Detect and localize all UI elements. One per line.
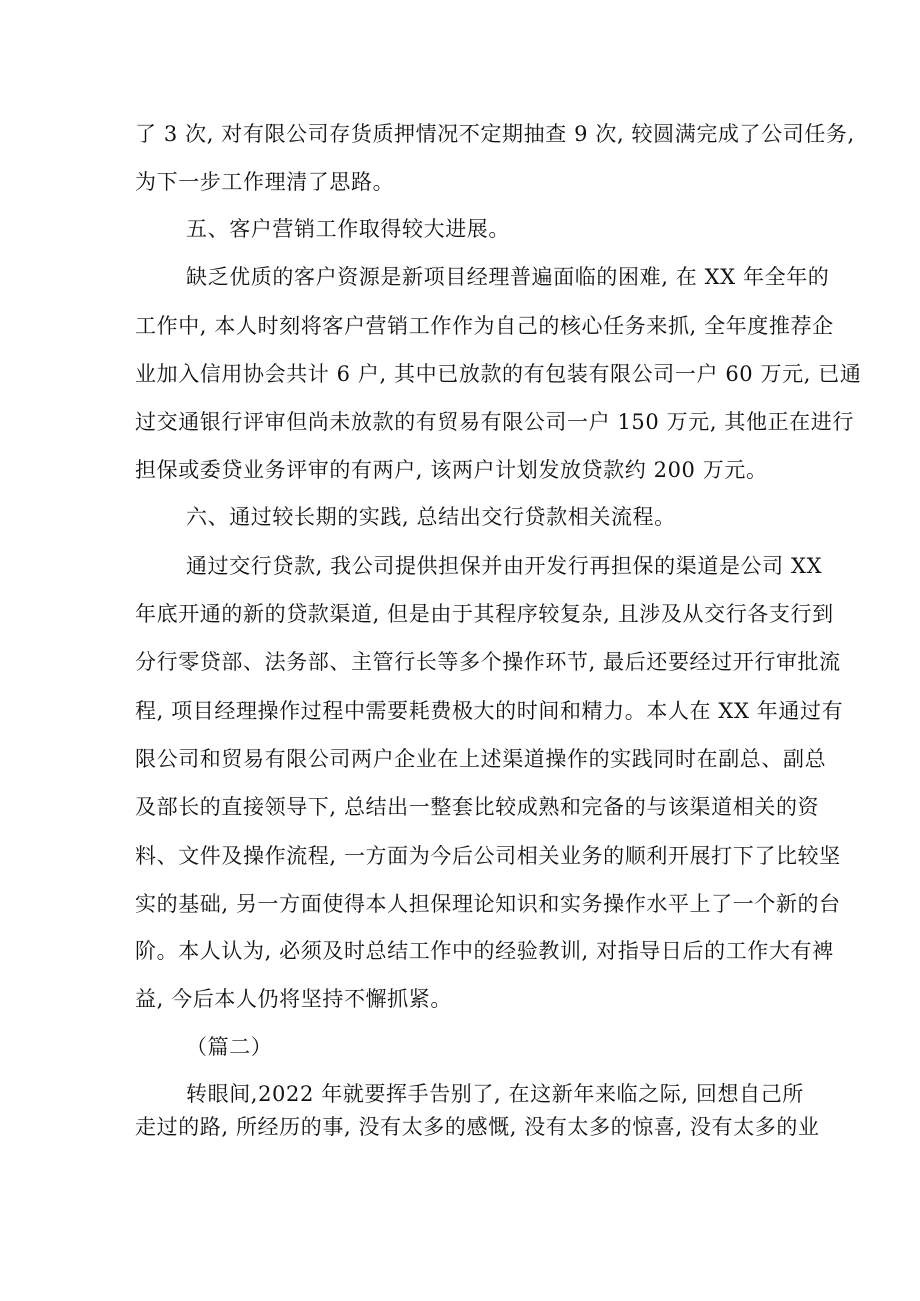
text-line: 了 3 次, 对有限公司存货质押情况不定期抽查 9 次, 较圆满完成了公司任务, xyxy=(135,122,855,146)
text-line: 程, 项目经理操作过程中需要耗费极大的时间和精力。本人在 XX 年通过有 xyxy=(135,699,844,723)
text-line: 走过的路, 所经历的事, 没有太多的感慨, 没有太多的惊喜, 没有太多的业 xyxy=(135,1115,820,1139)
text-line: 阶。本人认为, 必须及时总结工作中的经验教训, 对指导日后的工作大有裨 xyxy=(135,939,834,963)
part-heading: （篇二） xyxy=(186,1035,273,1059)
text-line: 年底开通的新的贷款渠道, 但是由于其程序较复杂, 且涉及从交行各支行到 xyxy=(135,602,834,626)
text-line: 及部长的直接领导下, 总结出一整套比较成熟和完备的与该渠道相关的资 xyxy=(135,795,820,819)
text-line: 过交通银行评审但尚未放款的有贸易有限公司一户 150 万元, 其他正在进行 xyxy=(135,410,854,434)
text-line: 业加入信用协会共计 6 户, 其中已放款的有包装有限公司一户 60 万元, 已通 xyxy=(135,362,862,386)
section-heading: 六、通过较长期的实践, 总结出交行贷款相关流程。 xyxy=(186,505,676,529)
text-line: 缺乏优质的客户资源是新项目经理普遍面临的困难, 在 XX 年全年的 xyxy=(186,265,830,289)
text-line: 益, 今后本人仍将坚持不懈抓紧。 xyxy=(135,987,452,1011)
text-line: 通过交行贷款, 我公司提供担保并由开发行再担保的渠道是公司 XX xyxy=(186,554,823,578)
text-line: 料、文件及操作流程, 一方面为今后公司相关业务的顺利开展打下了比较坚 xyxy=(135,844,841,868)
text-line: 实的基础, 另一方面使得本人担保理论知识和实务操作水平上了一个新的台 xyxy=(135,892,841,916)
text-line: 分行零贷部、法务部、主管行长等多个操作环节, 最后还要经过开行审批流 xyxy=(135,650,841,674)
section-heading: 五、客户营销工作取得较大进展。 xyxy=(186,217,510,241)
text-line: 限公司和贸易有限公司两户企业在上述渠道操作的实践同时在副总、副总 xyxy=(135,747,827,771)
text-line: 工作中, 本人时刻将客户营销工作作为自己的核心任务来抓, 全年度推荐企 xyxy=(135,314,834,338)
text-line: 为下一步工作理清了思路。 xyxy=(135,170,395,194)
text-line: 担保或委贷业务评审的有两户, 该两户计划发放贷款约 200 万元。 xyxy=(135,458,768,482)
text-line: 转眼间,2022 年就要挥手告别了, 在这新年来临之际, 回想自己所 xyxy=(186,1082,804,1106)
